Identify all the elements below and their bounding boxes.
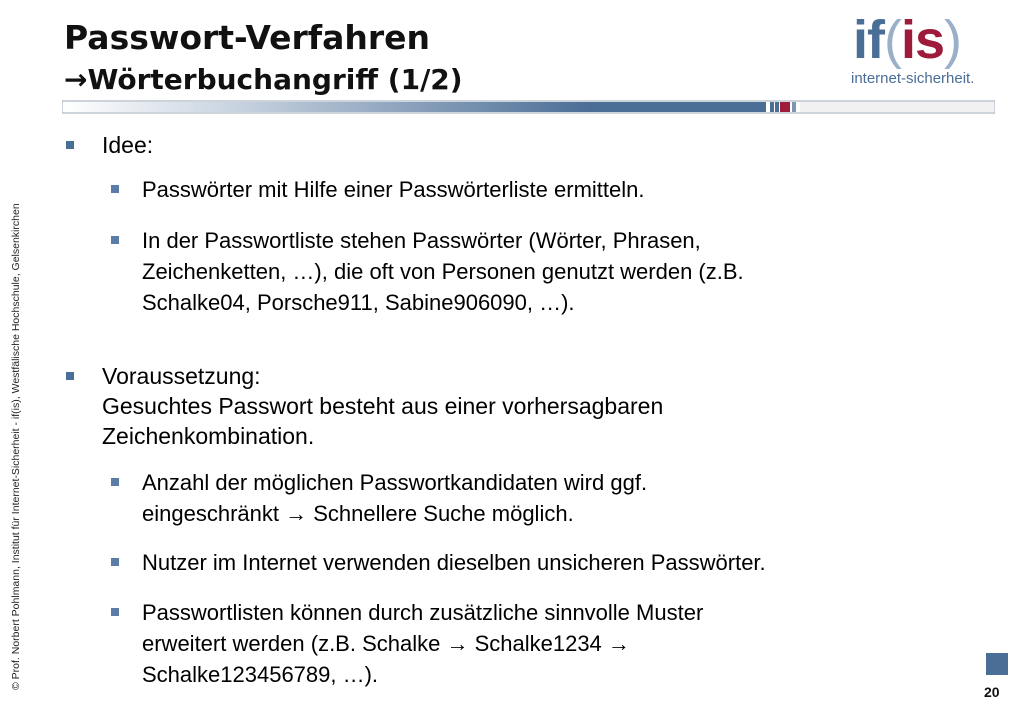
copyright-side-text: © Prof. Norbert Pohlmann, Institut für Internet-Sicherheit - if(is), Westfälische Hochschule, Gelsenkirchen bbox=[10, 203, 22, 690]
bullet-idee bbox=[64, 130, 964, 160]
bullet-line: Passwortlisten können durch zusätzliche sinnvolle Muster bbox=[142, 600, 704, 625]
sub-bullet bbox=[64, 174, 964, 205]
bullet-square-icon bbox=[111, 478, 119, 486]
arrow-icon: → bbox=[285, 501, 308, 526]
logo-mark: if(is) bbox=[853, 10, 962, 70]
page-marker-square bbox=[986, 653, 1008, 675]
bullet-line: Schalke123456789, …). bbox=[142, 662, 379, 687]
bullet-voraussetzung bbox=[64, 361, 964, 451]
bullet-square-icon bbox=[66, 372, 74, 380]
bullet-text: Idee: bbox=[102, 132, 154, 158]
bullet-text: Passwörter mit Hilfe einer Passwörterliste ermitteln. bbox=[142, 177, 645, 202]
bullet-line: In der Passwortliste stehen Passwörter (Wörter, Phrasen, bbox=[142, 228, 701, 253]
bullet-line: Schalke04, Porsche911, Sabine906090, …). bbox=[142, 290, 575, 315]
bullet-line: Anzahl der möglichen Passwortkandidaten wird ggf. bbox=[142, 470, 648, 495]
sub-bullet bbox=[64, 597, 964, 690]
bullet-line: Zeichenketten, …), die oft von Personen genutzt werden (z.B. bbox=[142, 259, 744, 284]
header-divider-bar bbox=[62, 100, 995, 114]
ifis-logo bbox=[851, 10, 991, 94]
slide-subtitle-text: Wörterbuchangriff (1/2) bbox=[87, 63, 463, 96]
bullet-line: Gesuchtes Passwort besteht aus einer vorhersagbaren bbox=[102, 393, 664, 419]
bullet-line: Zeichenkombination. bbox=[102, 423, 315, 449]
arrow-icon: → bbox=[607, 631, 630, 656]
bullet-line: erweitert werden (z.B. Schalke → Schalke1234 → bbox=[142, 631, 630, 656]
arrow-icon: → bbox=[446, 631, 469, 656]
bullet-square-icon bbox=[111, 236, 119, 244]
arrow-icon: → bbox=[64, 63, 88, 96]
slide-subtitle bbox=[64, 62, 463, 98]
bullet-square-icon bbox=[66, 141, 74, 149]
bullet-line: Voraussetzung: bbox=[102, 363, 261, 389]
slide-content bbox=[64, 130, 964, 690]
bullet-square-icon bbox=[111, 185, 119, 193]
bullet-square-icon bbox=[111, 608, 119, 616]
bullet-line: eingeschränkt → Schnellere Suche möglich. bbox=[142, 501, 574, 526]
bullet-text: Nutzer im Internet verwenden dieselben unsicheren Passwörter. bbox=[142, 550, 766, 575]
sub-bullet bbox=[64, 225, 964, 318]
bullet-square-icon bbox=[111, 558, 119, 566]
page-number: 20 bbox=[984, 684, 1000, 700]
logo-text: internet-sicherheit. bbox=[851, 70, 975, 87]
sub-bullet bbox=[64, 547, 964, 578]
sub-bullet bbox=[64, 467, 964, 529]
slide-title: Passwort-Verfahren bbox=[64, 18, 431, 57]
